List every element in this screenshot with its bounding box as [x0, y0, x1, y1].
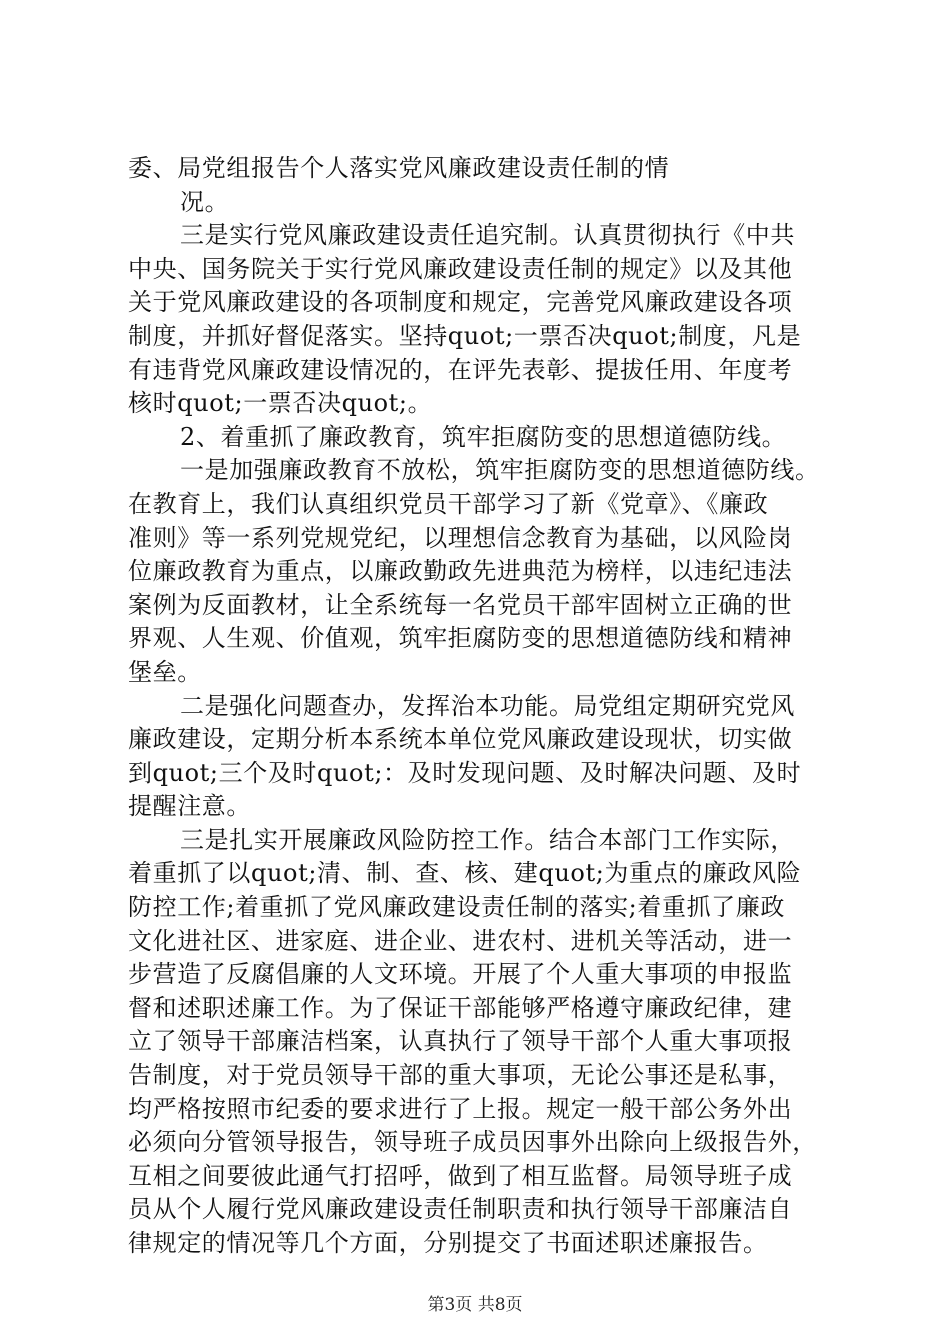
text-line: 均严格按照市纪委的要求进行了上报。规定一般干部公务外出: [128, 1094, 793, 1123]
page-footer: 第3页 共8页: [427, 1295, 523, 1315]
text-line: 准则》等一系列党规党纪，以理想信念教育为基础，以风险岗: [128, 523, 793, 552]
paragraph-start: 二是强化问题查办，发挥治本功能。局党组定期研究党风: [180, 691, 795, 720]
text-line: 案例为反面教材，让全系统每一名党员干部牢固树立正确的世: [128, 590, 793, 619]
paragraph-start: 三是实行党风廉政建设责任追究制。认真贯彻执行《中共: [180, 221, 795, 250]
text-line: 位廉政教育为重点，以廉政勤政先进典范为榜样，以违纪违法: [128, 557, 793, 586]
text-line: 立了领导干部廉洁档案，认真执行了领导干部个人重大事项报: [128, 1027, 793, 1056]
text-line: 防控工作;着重抓了党风廉政建设责任制的落实;着重抓了廉政: [128, 893, 785, 922]
text-line: 委、局党组报告个人落实党风廉政建设责任制的情: [128, 154, 670, 182]
text-line: 到quot;三个及时quot;：及时发现问题、及时解决问题、及时: [128, 758, 802, 787]
text-line: 提醒注意。: [128, 792, 251, 821]
text-line: 况。: [180, 187, 230, 216]
text-line: 督和述职述廉工作。为了保证干部能够严格遵守廉政纪律，建: [128, 993, 793, 1022]
text-line: 互相之间要彼此通气打招呼，做到了相互监督。局领导班子成: [128, 1161, 793, 1190]
text-line: 界观、人生观、价值观，筑牢拒腐防变的思想道德防线和精神: [128, 624, 793, 653]
text-line: 堡垒。: [128, 657, 202, 686]
text-line: 着重抓了以quot;清、制、查、核、建quot;为重点的廉政风险: [128, 859, 802, 888]
body-text: [128, 152, 844, 1261]
text-line: 文化进社区、进家庭、进企业、进农村、进机关等活动，进一: [128, 926, 793, 955]
paragraph-start: 一是加强廉政教育不放松，筑牢拒腐防变的思想道德防线。: [180, 456, 820, 485]
text-line: 告制度，对于党员领导干部的重大事项，无论公事还是私事，: [128, 1061, 793, 1090]
text-line: 有违背党风廉政建设情况的，在评先表彰、提拔任用、年度考: [128, 355, 793, 384]
paragraph-start: 三是扎实开展廉政风险防控工作。结合本部门工作实际，: [180, 825, 795, 854]
text-line: 员从个人履行党风廉政建设责任制职责和执行领导干部廉洁自: [128, 1195, 793, 1224]
text-line: 在教育上，我们认真组织党员干部学习了新《党章》、《廉政: [128, 489, 769, 518]
text-line: 必须向分管领导报告，领导班子成员因事外出除向上级报告外，: [128, 1128, 817, 1157]
section-heading: 2、着重抓了廉政教育，筑牢拒腐防变的思想道德防线。: [180, 422, 787, 451]
text-line: 制度，并抓好督促落实。坚持quot;一票否决quot;制度，凡是: [128, 321, 802, 350]
text-line: 廉政建设，定期分析本系统本单位党风廉政建设现状，切实做: [128, 725, 793, 754]
text-line: 核时quot;一票否决quot;。: [128, 389, 433, 418]
text-line: 中央、国务院关于实行党风廉政建设责任制的规定》以及其他: [128, 254, 793, 283]
text-line: 律规定的情况等几个方面，分别提交了书面述职述廉报告。: [128, 1229, 768, 1257]
text-line: 步营造了反腐倡廉的人文环境。开展了个人重大事项的申报监: [128, 960, 793, 989]
text-line: 关于党风廉政建设的各项制度和规定，完善党风廉政建设各项: [128, 288, 793, 317]
